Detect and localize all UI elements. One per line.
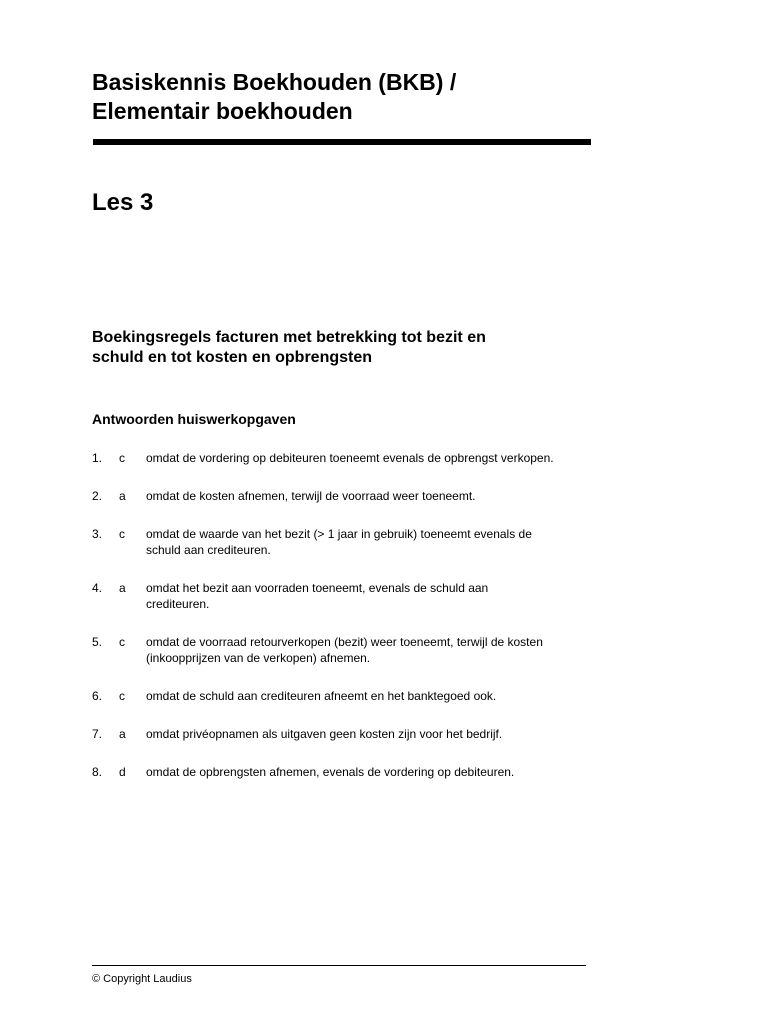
answer-text-line: omdat het bezit aan voorraden toeneemt, evenals de schuld aan bbox=[146, 581, 489, 595]
answer-letter: a bbox=[119, 489, 126, 503]
section-heading: Antwoorden huiswerkopgaven bbox=[92, 411, 296, 427]
answer-number: 2. bbox=[92, 489, 103, 503]
answer-letter: c bbox=[119, 451, 125, 465]
answer-text-line: omdat de schuld aan crediteuren afneemt en het banktegoed ook. bbox=[146, 689, 497, 703]
answer-letter: a bbox=[119, 581, 126, 595]
document-title-line-1: Basiskennis Boekhouden (BKB) / bbox=[92, 69, 457, 95]
answer-text-line: crediteuren. bbox=[146, 597, 210, 611]
answer-number: 1. bbox=[92, 451, 103, 465]
answer-item-5 bbox=[92, 634, 612, 666]
footer-divider bbox=[92, 965, 586, 966]
answer-text bbox=[146, 526, 612, 558]
answer-number: 6. bbox=[92, 689, 103, 703]
subject-heading-line-2: schuld en tot kosten en opbrengsten bbox=[92, 349, 373, 366]
answer-item-1 bbox=[92, 450, 612, 466]
answer-number: 3. bbox=[92, 527, 103, 541]
subject-heading bbox=[92, 328, 612, 368]
answer-item-8 bbox=[92, 764, 612, 780]
answer-text bbox=[146, 726, 612, 742]
answer-letter: d bbox=[119, 765, 126, 779]
answer-text-line: omdat de kosten afnemen, terwijl de voorraad weer toeneemt. bbox=[146, 489, 476, 503]
answer-letter: c bbox=[119, 689, 125, 703]
answer-text-line: omdat de opbrengsten afnemen, evenals de vordering op debiteuren. bbox=[146, 765, 515, 779]
answer-text-line: omdat de voorraad retourverkopen (bezit) weer toeneemt, terwijl de kosten bbox=[146, 635, 543, 649]
answer-text-line: omdat de vordering op debiteuren toeneemt evenals de opbrengst verkopen. bbox=[146, 451, 554, 465]
answer-item-2 bbox=[92, 488, 612, 504]
answer-item-6 bbox=[92, 688, 612, 704]
answer-text-line: omdat privéopnamen als uitgaven geen kosten zijn voor het bedrijf. bbox=[146, 727, 503, 741]
answer-text bbox=[146, 450, 612, 466]
answer-letter: a bbox=[119, 727, 126, 741]
answer-text bbox=[146, 764, 612, 780]
lesson-heading: Les 3 bbox=[92, 189, 154, 216]
answer-item-4 bbox=[92, 580, 612, 612]
answer-number: 5. bbox=[92, 635, 103, 649]
answer-text-line: (inkoopprijzen van de verkopen) afnemen. bbox=[146, 651, 371, 665]
answer-number: 4. bbox=[92, 581, 103, 595]
answer-text bbox=[146, 688, 612, 704]
title-divider bbox=[93, 139, 591, 145]
answers-list bbox=[92, 450, 612, 802]
document-title-line-2: Elementair boekhouden bbox=[92, 98, 353, 124]
answer-text-line: schuld aan crediteuren. bbox=[146, 543, 271, 557]
subject-heading-line-1: Boekingsregels facturen met betrekking tot bezit en bbox=[92, 329, 486, 346]
answer-text-line: omdat de waarde van het bezit (> 1 jaar in gebruik) toeneemt evenals de bbox=[146, 527, 532, 541]
answer-text bbox=[146, 488, 612, 504]
answer-item-3 bbox=[92, 526, 612, 558]
answer-text bbox=[146, 580, 612, 612]
answer-text bbox=[146, 634, 612, 666]
answer-number: 8. bbox=[92, 765, 103, 779]
answer-letter: c bbox=[119, 527, 125, 541]
answer-item-7 bbox=[92, 726, 612, 742]
answer-letter: c bbox=[119, 635, 125, 649]
footer-copyright: © Copyright Laudius bbox=[92, 973, 192, 985]
document-title bbox=[92, 68, 612, 126]
answer-number: 7. bbox=[92, 727, 103, 741]
